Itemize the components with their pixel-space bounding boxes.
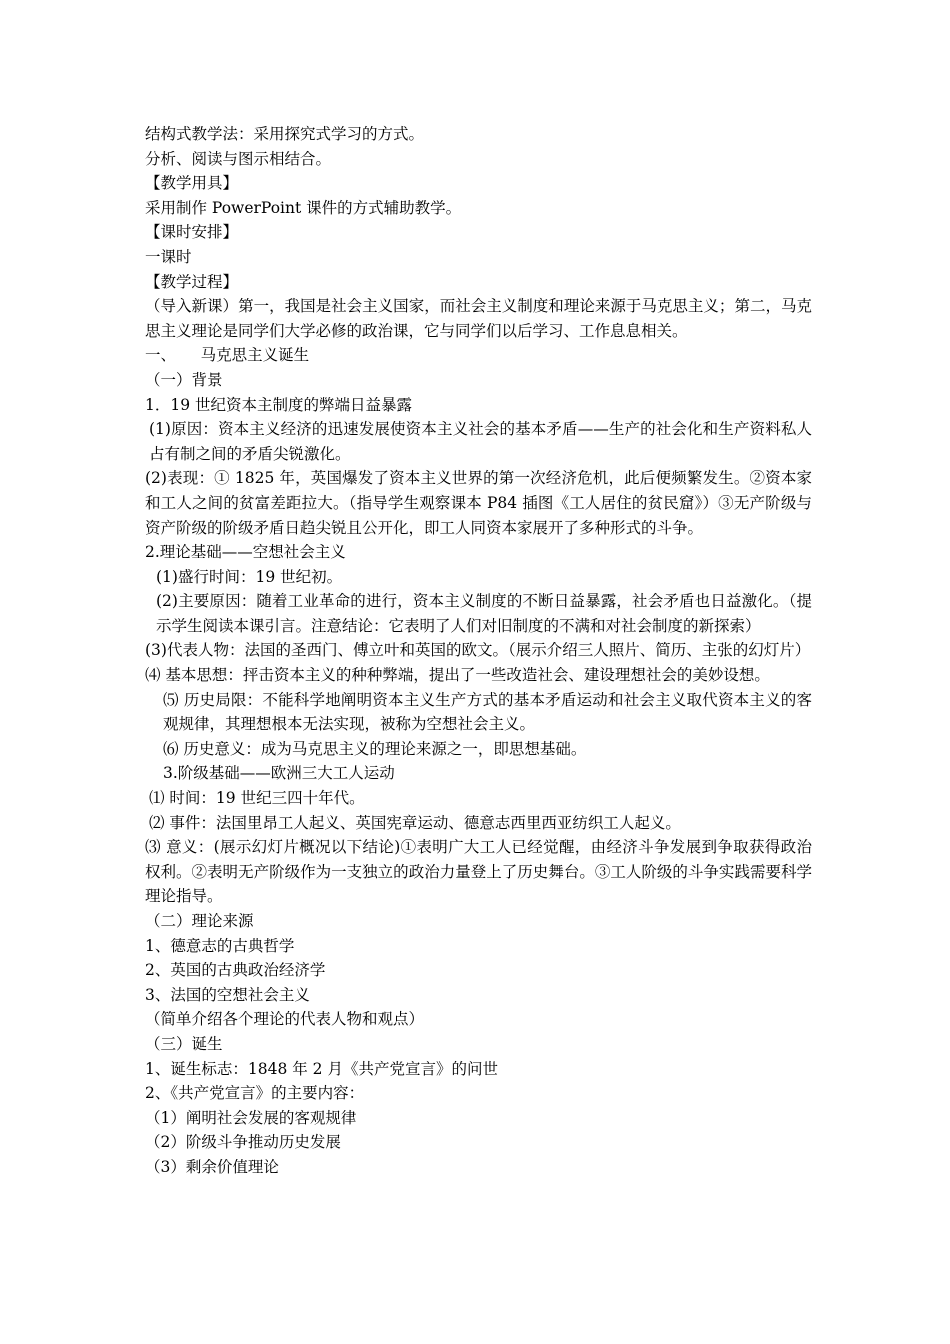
text-line: 一课时 [145, 247, 192, 266]
text-line: 结构式教学法：采用探究式学习的方式。 [145, 125, 425, 143]
text-line: (1)盛行时间：19 世纪初。 [156, 567, 343, 586]
subsection-heading: （二）理论来源 [145, 912, 254, 930]
section-heading: 【课时安排】 [145, 223, 239, 242]
text-line: ⑴ 时间：19 世纪三四十年代。 [149, 789, 365, 808]
paragraph: (2)表现：① 1825 年，英国爆发了资本主义世界的第一次经济危机，此后便频繁发生。②资本家和工人之间的贫富差距拉大。（指导学生观察课本 P84 插图《工人居住的贫民窟》）③无产阶级与资产阶级的阶级矛盾日趋尖锐且公开化，即工人同资本家展开了多种形式的斗争。 [145, 469, 812, 537]
text-line: 分析、阅读与图示相结合。 [145, 149, 332, 168]
paragraph: （导入新课）第一，我国是社会主义国家，而社会主义制度和理论来源于马克思主义；第二，马克思主义理论是同学们大学必修的政治课，它与同学们以后学习、工作息息相关。 [145, 297, 812, 340]
list-item: （3）剩余价值理论 [145, 1157, 279, 1176]
chapter-heading: 一、 马克思主义诞生 [145, 346, 310, 365]
paragraph: ⑶ 意义：(展示幻灯片概况以下结论)①表明广大工人已经觉醒，由经济斗争发展到争取获得政治权利。②表明无产阶级作为一支独立的政治力量登上了历史舞台。③工人阶级的斗争实践需要科学理论指导。 [145, 838, 812, 906]
text-line: 2.理论基础——空想社会主义 [145, 543, 346, 562]
list-item: 3、法国的空想社会主义 [145, 985, 310, 1004]
section-heading: 【教学过程】 [145, 272, 239, 291]
list-item: （2）阶级斗争推动历史发展 [145, 1133, 341, 1152]
list-item: （1）阐明社会发展的客观规律 [145, 1108, 357, 1127]
list-item: 2、英国的古典政治经济学 [145, 961, 326, 980]
text-line: ⑵ 事件：法国里昂工人起义、英国宪章运动、德意志西里西亚纺织工人起义。 [149, 813, 681, 832]
text-line: （简单介绍各个理论的代表人物和观点） [145, 1010, 425, 1029]
paragraph: ⑸ 历史局限：不能科学地阐明资本主义生产方式的基本矛盾运动和社会主义取代资本主义的客观规律，其理想根本无法实现，被称为空想社会主义。 [163, 690, 812, 734]
text-line: ⑹ 历史意义：成为马克思主义的理论来源之一，即思想基础。 [163, 739, 587, 758]
list-item: 1、诞生标志：1848 年 2 月《共产党宣言》的问世 [145, 1059, 498, 1078]
text-line: 3.阶级基础——欧洲三大工人运动 [163, 764, 395, 783]
subsection-heading: （三）诞生 [145, 1034, 223, 1053]
text-line: ⑷ 基本思想：抨击资本主义的种种弊端，提出了一些改造社会、建设理想社会的美妙设想。 [145, 666, 770, 685]
paragraph: (1)原因：资本主义经济的迅速发展使资本主义社会的基本矛盾——生产的社会化和生产资料私人占有制之间的矛盾尖锐激化。 [149, 420, 812, 463]
list-item: 1、德意志的古典哲学 [145, 936, 295, 955]
subsection-heading: （一）背景 [145, 370, 223, 389]
list-item: 2、《共产党宣言》的主要内容： [145, 1084, 365, 1103]
section-heading: 【教学用具】 [145, 174, 239, 193]
text-line: 1．19 世纪资本主制度的弊端日益暴露 [145, 395, 413, 414]
document-body [145, 122, 812, 1180]
paragraph: (2)主要原因：随着工业革命的进行，资本主义制度的不断日益暴露，社会矛盾也日益激化。（提示学生阅读本课引言。注意结论：它表明了人们对旧制度的不满和对社会制度的新探索） [156, 592, 812, 635]
paragraph: (3)代表人物：法国的圣西门、傅立叶和英国的欧文。（展示介绍三人照片、简历、主张的幻灯片） [145, 641, 811, 660]
text-line: 采用制作 PowerPoint 课件的方式辅助教学。 [145, 198, 462, 217]
